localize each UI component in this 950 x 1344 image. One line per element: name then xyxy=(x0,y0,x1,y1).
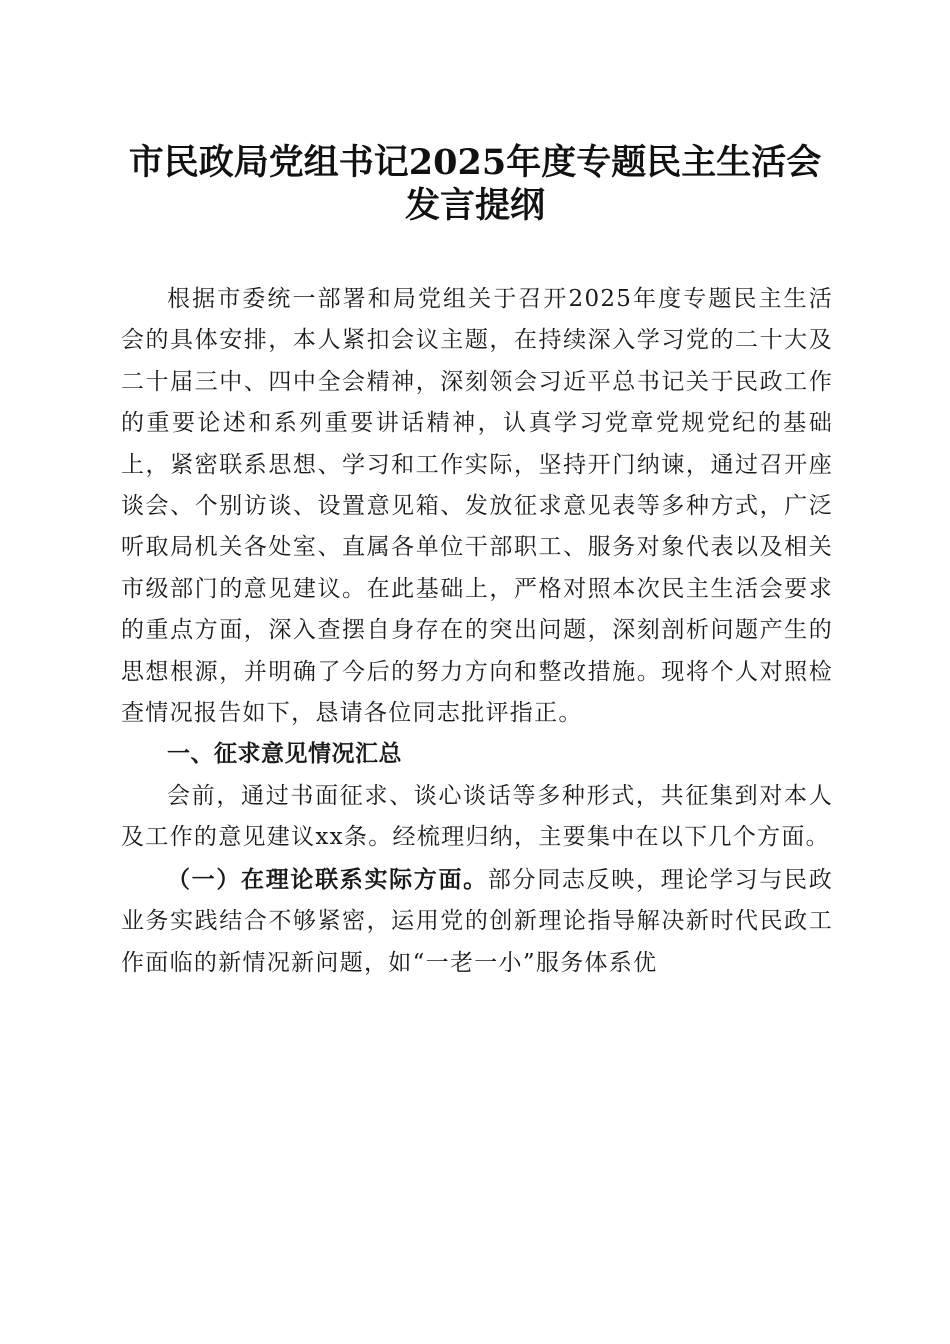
intro-paragraph: 根据市委统一部署和局党组关于召开2025年度专题民主生活会的具体安排，本人紧扣会议主题，在持续深入学习党的二十大及二十届三中、四中全会精神，深刻领会习近平总书记关于民政工作的重要论述和系列重要讲话精神，认真学习党章党规党纪的基础上，紧密联系思想、学习和工作实际，坚持开门纳谏，通过召开座谈会、个别访谈、设置意见箱、发放征求意见表等多种方式，广泛听取局机关各处室、直属各单位干部职工、服务对象代表以及相关市级部门的意见建议。在此基础上，严格对照本次民主生活会要求的重点方面，深入查摆自身存在的突出问题，深刻剖析问题产生的思想根源，并明确了今后的努力方向和整改措施。现将个人对照检查情况报告如下，恳请各位同志批评指正。 xyxy=(121,286,833,727)
item-1-paragraph xyxy=(121,859,833,984)
item-1-text: 部分同志反映，理论学习与民政业务实践结合不够紧密，运用党的创新理论指导解决新时代民政工作面临的新情况新问题，如“一老一小”服务体系优 xyxy=(121,866,834,976)
item-1-lead: （一）在理论联系实际方面。 xyxy=(167,865,488,893)
document-title-line-1: 市民政局党组书记2025年度专题民主生活会 xyxy=(128,142,822,183)
section-1-heading: 一、征求意见情况汇总 xyxy=(167,741,402,768)
section-1-paragraph: 会前，通过书面征求、谈心谈话等多种形式，共征集到对本人及工作的意见建议xx条。经梳理归纳，主要集中在以下几个方面。 xyxy=(121,782,833,851)
document-title-line-2: 发言提纲 xyxy=(404,185,545,226)
document-body xyxy=(121,279,833,984)
